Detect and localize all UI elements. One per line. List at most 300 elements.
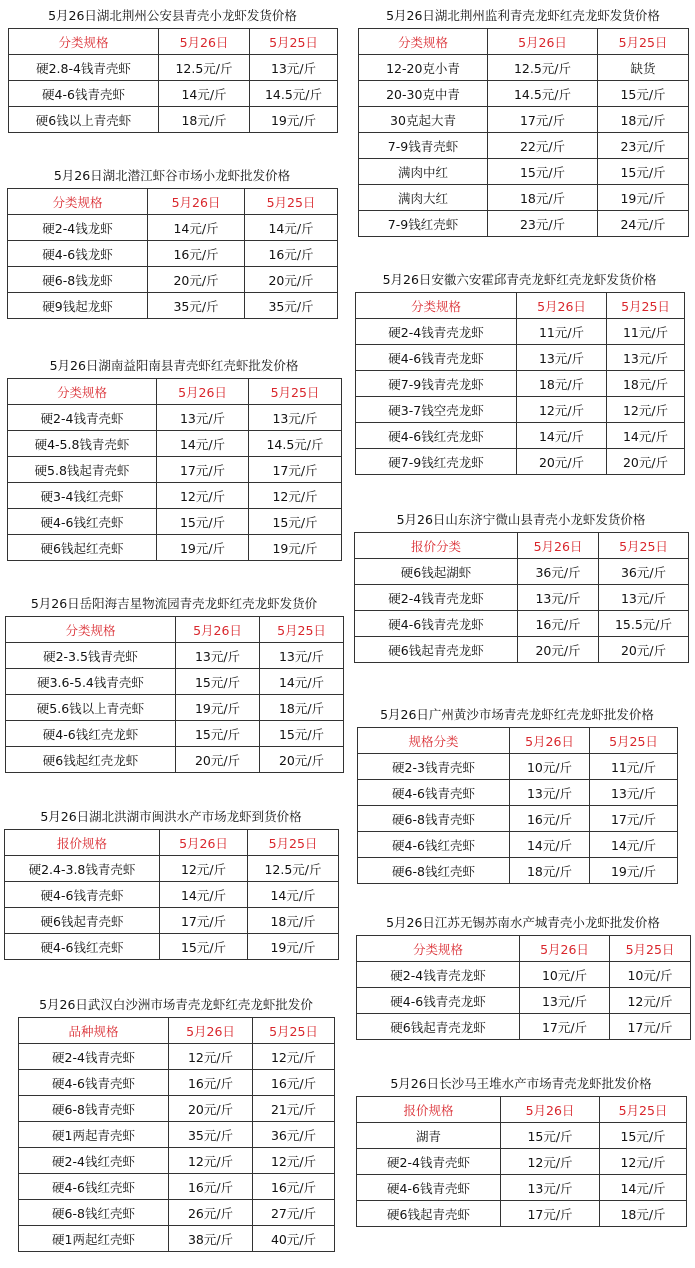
table-row <box>6 747 344 773</box>
table-row <box>8 483 342 509</box>
spec-cell: 硬4-6钱红壳虾 <box>358 832 510 858</box>
spec-cell: 硬6-8钱红壳虾 <box>358 858 510 884</box>
spec-cell: 硬6钱起青壳虾 <box>357 1201 501 1227</box>
header-cell: 5月25日 <box>260 617 344 643</box>
spec-cell: 硬4-6钱红壳龙虾 <box>356 423 517 449</box>
spec-cell: 硬9钱起龙虾 <box>8 293 148 319</box>
price-may25-cell: 13元/斤 <box>590 780 678 806</box>
header-cell: 5月26日 <box>169 1018 253 1044</box>
price-may26-cell: 16元/斤 <box>510 806 590 832</box>
price-may26-cell: 18元/斤 <box>488 185 598 211</box>
price-table <box>4 829 339 960</box>
table-row <box>359 185 689 211</box>
price-may25-cell: 13元/斤 <box>250 55 338 81</box>
price-table <box>357 727 678 884</box>
table-row <box>355 637 689 663</box>
price-may26-cell: 36元/斤 <box>518 559 599 585</box>
header-cell: 5月26日 <box>160 830 248 856</box>
spec-cell: 硬6钱以上青壳虾 <box>9 107 159 133</box>
table-title: 5月26日山东济宁微山县青壳小龙虾发货价格 <box>396 512 646 527</box>
header-cell: 5月26日 <box>159 29 250 55</box>
table-header-row <box>5 830 339 856</box>
price-may25-cell: 12.5元/斤 <box>248 856 339 882</box>
table-row <box>6 721 344 747</box>
table-row <box>356 345 685 371</box>
header-cell: 5月25日 <box>600 1097 687 1123</box>
price-table-block <box>354 508 688 663</box>
header-cell: 5月25日 <box>599 533 689 559</box>
spec-cell: 硬3.6-5.4钱青壳虾 <box>6 669 176 695</box>
table-row <box>5 856 339 882</box>
price-may26-cell: 16元/斤 <box>148 241 245 267</box>
price-table <box>7 378 342 561</box>
price-table <box>358 28 689 237</box>
price-may25-cell: 11元/斤 <box>607 319 685 345</box>
price-may25-cell: 13元/斤 <box>260 643 344 669</box>
spec-cell: 硬6钱起青壳龙虾 <box>357 1014 520 1040</box>
price-may25-cell: 36元/斤 <box>599 559 689 585</box>
header-cell: 5月25日 <box>610 936 691 962</box>
price-may25-cell: 14元/斤 <box>590 832 678 858</box>
price-table <box>356 1096 687 1227</box>
spec-cell: 硬4-5.8钱青壳虾 <box>8 431 157 457</box>
price-may25-cell: 18元/斤 <box>598 107 689 133</box>
price-may26-cell: 35元/斤 <box>148 293 245 319</box>
price-may26-cell: 19元/斤 <box>157 535 249 561</box>
price-may26-cell: 16元/斤 <box>169 1174 253 1200</box>
price-may26-cell: 22元/斤 <box>488 133 598 159</box>
price-may25-cell: 16元/斤 <box>253 1070 335 1096</box>
price-may26-cell: 14元/斤 <box>510 832 590 858</box>
price-may25-cell: 36元/斤 <box>253 1122 335 1148</box>
price-may26-cell: 20元/斤 <box>517 449 607 475</box>
spec-cell: 硬4-6钱红壳虾 <box>8 509 157 535</box>
price-may26-cell: 17元/斤 <box>160 908 248 934</box>
table-row <box>357 1123 687 1149</box>
table-row <box>5 908 339 934</box>
table-header-row <box>357 1097 687 1123</box>
price-may26-cell: 15元/斤 <box>176 721 260 747</box>
table-row <box>6 695 344 721</box>
spec-cell: 硬4-6钱青壳虾 <box>19 1070 169 1096</box>
price-may25-cell: 35元/斤 <box>245 293 338 319</box>
spec-cell: 硬2-4钱青壳虾 <box>19 1044 169 1070</box>
table-row <box>357 1175 687 1201</box>
price-may25-cell: 27元/斤 <box>253 1200 335 1226</box>
spec-cell: 硬1两起青壳虾 <box>19 1122 169 1148</box>
price-may25-cell: 14.5元/斤 <box>249 431 342 457</box>
price-may26-cell: 35元/斤 <box>169 1122 253 1148</box>
spec-cell: 硬4-6钱龙虾 <box>8 241 148 267</box>
price-may26-cell: 13元/斤 <box>517 345 607 371</box>
spec-cell: 硬6-8钱青壳虾 <box>19 1096 169 1122</box>
price-may25-cell: 15元/斤 <box>600 1123 687 1149</box>
price-table-block <box>4 805 338 960</box>
table-row <box>357 962 691 988</box>
price-may26-cell: 12元/斤 <box>517 397 607 423</box>
header-cell: 分类规格 <box>8 189 148 215</box>
price-table-block <box>7 164 337 319</box>
header-cell: 分类规格 <box>357 936 520 962</box>
price-may25-cell: 12元/斤 <box>249 483 342 509</box>
price-table <box>356 935 691 1040</box>
header-cell: 报价规格 <box>5 830 160 856</box>
price-may26-cell: 15元/斤 <box>176 669 260 695</box>
price-may25-cell: 18元/斤 <box>600 1201 687 1227</box>
table-row <box>356 371 685 397</box>
price-table <box>18 1017 335 1252</box>
table-row <box>357 1149 687 1175</box>
price-may25-cell: 14.5元/斤 <box>250 81 338 107</box>
table-row <box>358 780 678 806</box>
price-may25-cell: 40元/斤 <box>253 1226 335 1252</box>
spec-cell: 硬5.6钱以上青壳虾 <box>6 695 176 721</box>
table-row <box>6 643 344 669</box>
price-may25-cell: 20元/斤 <box>245 267 338 293</box>
table-header-row <box>8 189 338 215</box>
spec-cell: 硬2-4钱青壳龙虾 <box>356 319 517 345</box>
price-may26-cell: 13元/斤 <box>157 405 249 431</box>
price-table-block <box>358 4 688 237</box>
table-header-row <box>355 533 689 559</box>
price-may26-cell: 12元/斤 <box>169 1148 253 1174</box>
price-may25-cell: 19元/斤 <box>250 107 338 133</box>
header-cell: 5月26日 <box>488 29 598 55</box>
spec-cell: 硬2-3钱青壳虾 <box>358 754 510 780</box>
price-may25-cell: 12元/斤 <box>253 1044 335 1070</box>
price-may25-cell: 17元/斤 <box>249 457 342 483</box>
spec-cell: 7-9钱红壳虾 <box>359 211 488 237</box>
table-row <box>8 241 338 267</box>
table-title: 5月26日武汉白沙洲市场青壳龙虾红壳龙虾批发价 <box>39 997 313 1012</box>
price-may25-cell: 18元/斤 <box>607 371 685 397</box>
price-may25-cell: 23元/斤 <box>598 133 689 159</box>
spec-cell: 硬6钱起红壳龙虾 <box>6 747 176 773</box>
price-may26-cell: 12元/斤 <box>160 856 248 882</box>
table-row <box>358 806 678 832</box>
table-row <box>8 215 338 241</box>
header-cell: 报价规格 <box>357 1097 501 1123</box>
spec-cell: 7-9钱青壳虾 <box>359 133 488 159</box>
price-may25-cell: 16元/斤 <box>245 241 338 267</box>
price-may25-cell: 12元/斤 <box>610 988 691 1014</box>
spec-cell: 硬4-6钱红壳虾 <box>5 934 160 960</box>
price-may26-cell: 38元/斤 <box>169 1226 253 1252</box>
table-title: 5月26日广州黄沙市场青壳龙虾红壳龙虾批发价格 <box>380 707 654 722</box>
table-row <box>19 1174 335 1200</box>
table-row <box>8 405 342 431</box>
spec-cell: 硬4-6钱青壳龙虾 <box>355 611 518 637</box>
price-table-block <box>7 354 341 561</box>
spec-cell: 硬7-9钱青壳龙虾 <box>356 371 517 397</box>
table-title: 5月26日湖北荆州公安县青壳小龙虾发货价格 <box>48 8 297 23</box>
header-cell: 5月25日 <box>245 189 338 215</box>
spec-cell: 硬6-8钱龙虾 <box>8 267 148 293</box>
header-cell: 分类规格 <box>8 379 157 405</box>
price-may26-cell: 14元/斤 <box>148 215 245 241</box>
table-row <box>356 423 685 449</box>
price-may26-cell: 10元/斤 <box>520 962 610 988</box>
header-cell: 品种规格 <box>19 1018 169 1044</box>
price-may25-cell: 15元/斤 <box>260 721 344 747</box>
price-may25-cell: 16元/斤 <box>253 1174 335 1200</box>
price-may25-cell: 21元/斤 <box>253 1096 335 1122</box>
spec-cell: 硬6钱起红壳虾 <box>8 535 157 561</box>
price-may26-cell: 15元/斤 <box>501 1123 600 1149</box>
price-may26-cell: 20元/斤 <box>518 637 599 663</box>
price-may26-cell: 17元/斤 <box>520 1014 610 1040</box>
price-may26-cell: 12.5元/斤 <box>488 55 598 81</box>
table-row <box>358 754 678 780</box>
price-may25-cell: 19元/斤 <box>598 185 689 211</box>
price-table <box>354 532 689 663</box>
price-may25-cell: 17元/斤 <box>610 1014 691 1040</box>
price-may26-cell: 17元/斤 <box>501 1201 600 1227</box>
table-header-row <box>356 293 685 319</box>
table-row <box>8 431 342 457</box>
spec-cell: 硬6钱起青壳虾 <box>5 908 160 934</box>
table-row <box>9 81 338 107</box>
price-table-block <box>5 592 343 773</box>
table-row <box>8 457 342 483</box>
spec-cell: 硬4-6钱青壳龙虾 <box>357 988 520 1014</box>
spec-cell: 硬6-8钱青壳虾 <box>358 806 510 832</box>
table-row <box>357 988 691 1014</box>
price-table-block <box>357 703 677 884</box>
spec-cell: 20-30克中青 <box>359 81 488 107</box>
header-cell: 5月26日 <box>520 936 610 962</box>
spec-cell: 硬4-6钱红壳龙虾 <box>6 721 176 747</box>
price-may26-cell: 14元/斤 <box>159 81 250 107</box>
header-cell: 5月25日 <box>590 728 678 754</box>
price-may25-cell: 12元/斤 <box>607 397 685 423</box>
table-row <box>19 1096 335 1122</box>
price-may26-cell: 12.5元/斤 <box>159 55 250 81</box>
spec-cell: 硬4-6钱青壳虾 <box>9 81 159 107</box>
table-row <box>8 509 342 535</box>
price-may26-cell: 18元/斤 <box>510 858 590 884</box>
table-header-row <box>358 728 678 754</box>
price-may25-cell: 15元/斤 <box>598 159 689 185</box>
spec-cell: 湖青 <box>357 1123 501 1149</box>
spec-cell: 硬6钱起湖虾 <box>355 559 518 585</box>
price-table-block <box>355 268 684 475</box>
price-may25-cell: 10元/斤 <box>610 962 691 988</box>
price-may26-cell: 26元/斤 <box>169 1200 253 1226</box>
spec-cell: 硬6钱起青壳龙虾 <box>355 637 518 663</box>
price-may25-cell: 15元/斤 <box>598 81 689 107</box>
table-title: 5月26日安徽六安霍邱青壳龙虾红壳龙虾发货价格 <box>382 272 657 287</box>
table-header-row <box>6 617 344 643</box>
table-title: 5月26日湖北洪湖市闽洪水产市场龙虾到货价格 <box>40 809 302 824</box>
price-may25-cell: 12元/斤 <box>600 1149 687 1175</box>
price-may25-cell: 13元/斤 <box>249 405 342 431</box>
header-cell: 5月25日 <box>598 29 689 55</box>
table-row <box>8 293 338 319</box>
spec-cell: 硬4-6钱青壳虾 <box>358 780 510 806</box>
header-cell: 5月26日 <box>517 293 607 319</box>
price-may25-cell: 12元/斤 <box>253 1148 335 1174</box>
price-may26-cell: 14元/斤 <box>517 423 607 449</box>
table-row <box>359 107 689 133</box>
price-table-block <box>356 911 690 1040</box>
table-row <box>19 1070 335 1096</box>
spec-cell: 硬1两起红壳虾 <box>19 1226 169 1252</box>
header-cell: 5月26日 <box>148 189 245 215</box>
price-may25-cell: 20元/斤 <box>260 747 344 773</box>
table-title: 5月26日江苏无锡苏南水产城青壳小龙虾批发价格 <box>386 915 660 930</box>
header-cell: 5月26日 <box>157 379 249 405</box>
table-header-row <box>9 29 338 55</box>
price-may26-cell: 17元/斤 <box>157 457 249 483</box>
price-may26-cell: 15元/斤 <box>488 159 598 185</box>
price-may26-cell: 13元/斤 <box>520 988 610 1014</box>
table-row <box>355 585 689 611</box>
table-title: 5月26日湖南益阳南县青壳虾红壳虾批发价格 <box>49 358 299 373</box>
price-may25-cell: 17元/斤 <box>590 806 678 832</box>
header-cell: 5月26日 <box>176 617 260 643</box>
price-may25-cell: 14元/斤 <box>248 882 339 908</box>
price-table <box>355 292 685 475</box>
price-may26-cell: 13元/斤 <box>176 643 260 669</box>
price-may26-cell: 18元/斤 <box>159 107 250 133</box>
price-may25-cell: 24元/斤 <box>598 211 689 237</box>
table-row <box>8 535 342 561</box>
price-may26-cell: 20元/斤 <box>176 747 260 773</box>
header-cell: 报价分类 <box>355 533 518 559</box>
price-may26-cell: 17元/斤 <box>488 107 598 133</box>
price-may26-cell: 14元/斤 <box>160 882 248 908</box>
table-row <box>357 1201 687 1227</box>
table-row <box>359 211 689 237</box>
spec-cell: 硬5.8钱起青壳虾 <box>8 457 157 483</box>
spec-cell: 硬2-3.5钱青壳虾 <box>6 643 176 669</box>
price-may25-cell: 13元/斤 <box>599 585 689 611</box>
price-may25-cell: 19元/斤 <box>590 858 678 884</box>
price-may26-cell: 20元/斤 <box>148 267 245 293</box>
header-cell: 5月26日 <box>501 1097 600 1123</box>
spec-cell: 硬4-6钱青壳虾 <box>357 1175 501 1201</box>
price-table <box>7 188 338 319</box>
header-cell: 5月26日 <box>510 728 590 754</box>
price-may25-cell: 15.5元/斤 <box>599 611 689 637</box>
price-may26-cell: 10元/斤 <box>510 754 590 780</box>
header-cell: 5月25日 <box>248 830 339 856</box>
spec-cell: 30克起大青 <box>359 107 488 133</box>
header-cell: 5月26日 <box>518 533 599 559</box>
spec-cell: 硬2-4钱红壳虾 <box>19 1148 169 1174</box>
price-may25-cell: 13元/斤 <box>607 345 685 371</box>
price-may26-cell: 18元/斤 <box>517 371 607 397</box>
spec-cell: 硬2-4钱青壳虾 <box>357 1149 501 1175</box>
spec-cell: 12-20克小青 <box>359 55 488 81</box>
table-row <box>357 1014 691 1040</box>
price-may25-cell: 15元/斤 <box>249 509 342 535</box>
price-may25-cell: 14元/斤 <box>600 1175 687 1201</box>
price-may26-cell: 14元/斤 <box>157 431 249 457</box>
price-may26-cell: 13元/斤 <box>518 585 599 611</box>
table-row <box>358 832 678 858</box>
header-cell: 分类规格 <box>9 29 159 55</box>
price-table-block <box>18 993 334 1252</box>
spec-cell: 硬3-7钱空壳龙虾 <box>356 397 517 423</box>
spec-cell: 硬2-4钱青壳龙虾 <box>355 585 518 611</box>
table-row <box>9 107 338 133</box>
spec-cell: 硬3-4钱红壳虾 <box>8 483 157 509</box>
table-header-row <box>357 936 691 962</box>
price-may26-cell: 20元/斤 <box>169 1096 253 1122</box>
table-row <box>19 1200 335 1226</box>
price-may26-cell: 13元/斤 <box>510 780 590 806</box>
table-row <box>19 1122 335 1148</box>
price-may25-cell: 19元/斤 <box>249 535 342 561</box>
price-may25-cell: 20元/斤 <box>607 449 685 475</box>
price-may25-cell: 14元/斤 <box>245 215 338 241</box>
table-header-row <box>8 379 342 405</box>
table-row <box>356 397 685 423</box>
header-cell: 规格分类 <box>358 728 510 754</box>
table-row <box>5 934 339 960</box>
price-table <box>5 616 344 773</box>
price-may26-cell: 23元/斤 <box>488 211 598 237</box>
spec-cell: 硬2.8-4钱青壳虾 <box>9 55 159 81</box>
table-row <box>358 858 678 884</box>
table-row <box>356 449 685 475</box>
table-row <box>359 81 689 107</box>
table-row <box>359 133 689 159</box>
spec-cell: 硬7-9钱红壳龙虾 <box>356 449 517 475</box>
price-may26-cell: 12元/斤 <box>501 1149 600 1175</box>
table-row <box>6 669 344 695</box>
price-may25-cell: 20元/斤 <box>599 637 689 663</box>
table-row <box>356 319 685 345</box>
table-row <box>19 1148 335 1174</box>
spec-cell: 硬4-6钱红壳虾 <box>19 1174 169 1200</box>
spec-cell: 硬2-4钱青壳虾 <box>8 405 157 431</box>
table-row <box>19 1226 335 1252</box>
spec-cell: 硬4-6钱青壳龙虾 <box>356 345 517 371</box>
price-may26-cell: 15元/斤 <box>157 509 249 535</box>
spec-cell: 硬6-8钱红壳虾 <box>19 1200 169 1226</box>
spec-cell: 硬2-4钱龙虾 <box>8 215 148 241</box>
price-may25-cell: 18元/斤 <box>260 695 344 721</box>
header-cell: 5月25日 <box>607 293 685 319</box>
price-may26-cell: 16元/斤 <box>169 1070 253 1096</box>
table-row <box>359 159 689 185</box>
header-cell: 5月25日 <box>249 379 342 405</box>
price-may26-cell: 12元/斤 <box>157 483 249 509</box>
header-cell: 分类规格 <box>6 617 176 643</box>
spec-cell: 硬2.4-3.8钱青壳虾 <box>5 856 160 882</box>
header-cell: 分类规格 <box>356 293 517 319</box>
spec-cell: 硬4-6钱青壳虾 <box>5 882 160 908</box>
table-header-row <box>359 29 689 55</box>
table-title: 5月26日湖北荆州监利青壳龙虾红壳龙虾发货价格 <box>386 8 660 23</box>
table-row <box>9 55 338 81</box>
table-row <box>359 55 689 81</box>
price-may25-cell: 14元/斤 <box>260 669 344 695</box>
table-row <box>355 611 689 637</box>
price-may25-cell: 11元/斤 <box>590 754 678 780</box>
price-may26-cell: 15元/斤 <box>160 934 248 960</box>
table-row <box>19 1044 335 1070</box>
table-header-row <box>19 1018 335 1044</box>
price-table-block <box>356 1072 686 1227</box>
price-may25-cell: 19元/斤 <box>248 934 339 960</box>
price-may26-cell: 16元/斤 <box>518 611 599 637</box>
spec-cell: 硬2-4钱青壳龙虾 <box>357 962 520 988</box>
price-may26-cell: 13元/斤 <box>501 1175 600 1201</box>
